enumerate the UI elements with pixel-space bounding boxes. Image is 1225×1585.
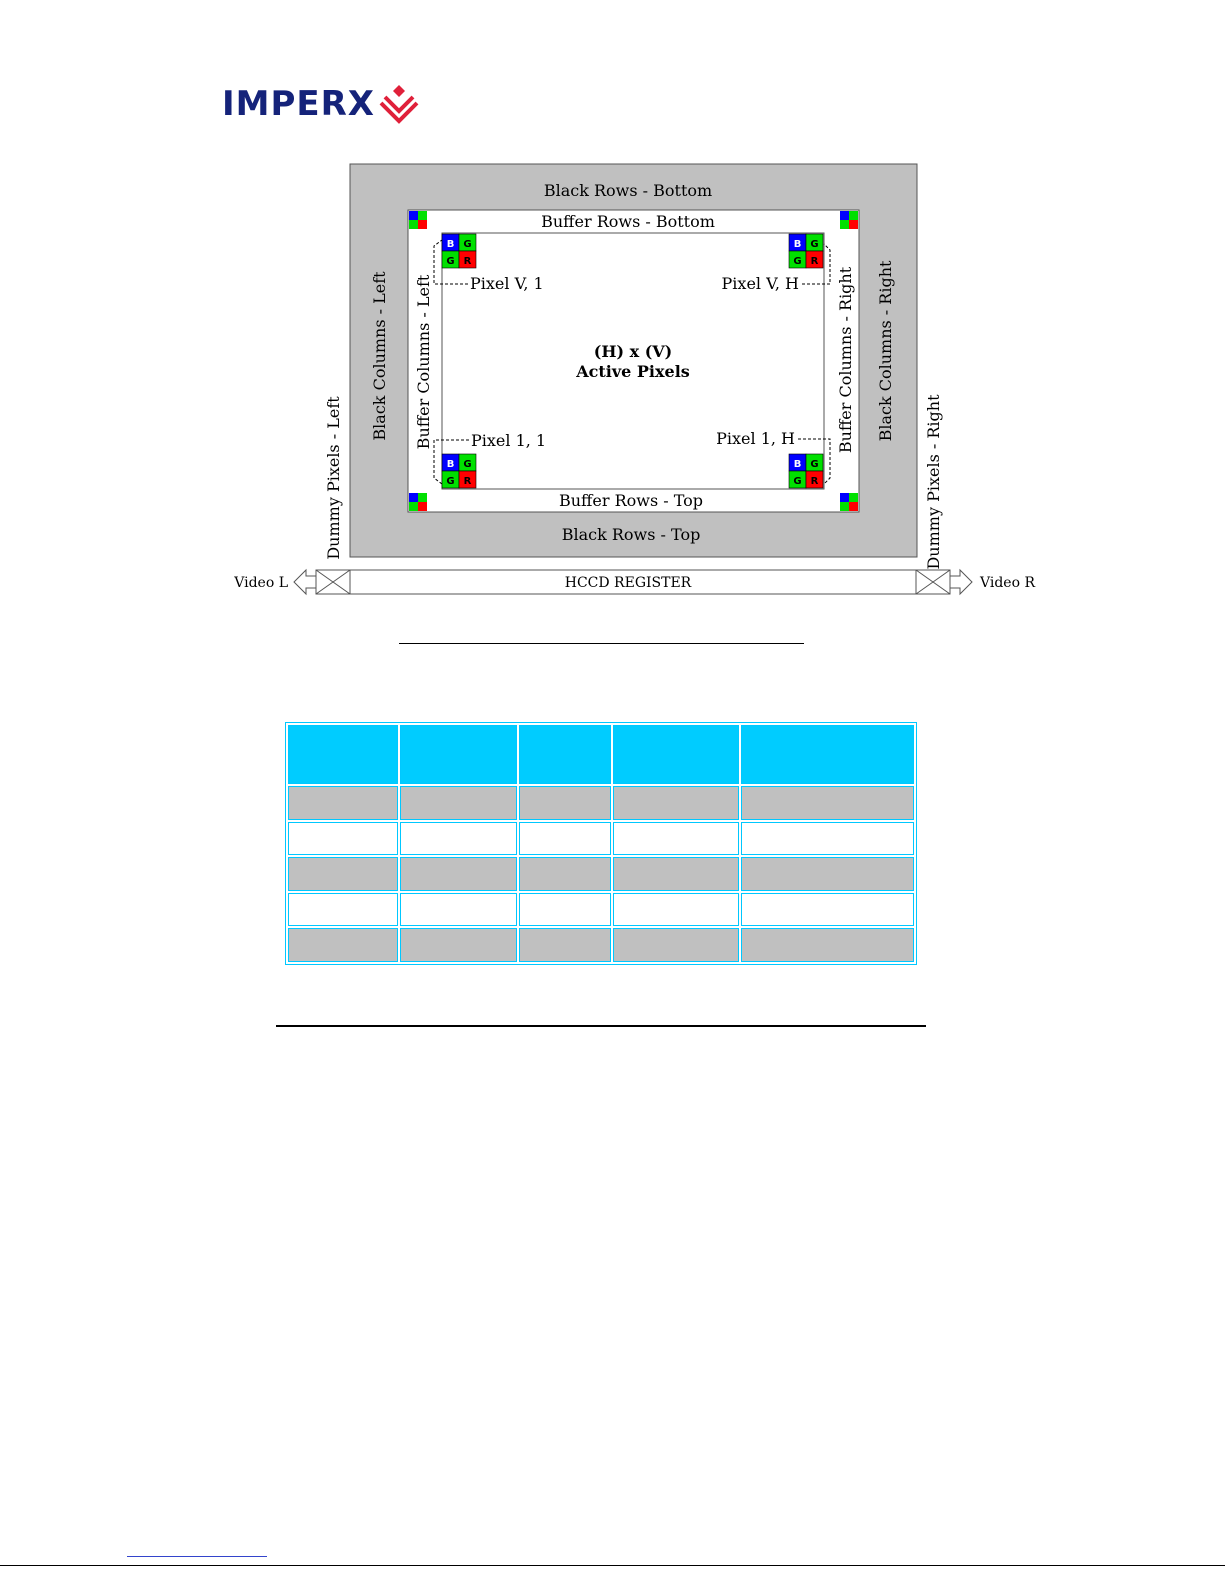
black-rows-top-label: Black Rows - Top — [561, 525, 701, 544]
video-right-label: Video R — [980, 575, 1036, 591]
active-pixels-line1: (H) x (V) — [593, 342, 673, 361]
table-row — [288, 928, 914, 962]
dummy-pixels-left-label: Dummy Pixels - Left — [324, 396, 343, 560]
footer-rule — [0, 1565, 1225, 1566]
svg-text:G: G — [810, 239, 819, 250]
svg-text:G: G — [463, 459, 472, 470]
table-header-cell — [288, 725, 398, 784]
table-row — [288, 893, 914, 927]
svg-text:G: G — [810, 459, 819, 470]
bayer-cell-11 — [442, 454, 476, 488]
sensor-layout-diagram — [228, 160, 1048, 600]
video-left-arrow — [294, 570, 316, 594]
svg-text:B: B — [793, 459, 802, 470]
bayer-cell-v1 — [442, 234, 476, 268]
svg-text:G: G — [793, 256, 802, 267]
footer-link-underline[interactable] — [127, 1556, 267, 1557]
pixel-1h-label: Pixel 1, H — [716, 429, 795, 448]
svg-text:G: G — [446, 476, 455, 487]
table-caption-underline — [276, 1025, 926, 1027]
imperx-logo — [222, 82, 419, 126]
bayer-cell-1h — [789, 454, 823, 488]
svg-text:R: R — [463, 256, 472, 267]
table-row — [288, 822, 914, 856]
svg-text:R: R — [810, 476, 819, 487]
svg-text:B: B — [446, 459, 455, 470]
table-header-cell — [519, 725, 611, 784]
table-header-cell — [613, 725, 739, 784]
black-columns-right-label: Black Columns - Right — [876, 260, 895, 442]
black-columns-left-label: Black Columns - Left — [370, 271, 389, 441]
corner-marker-tl — [409, 211, 427, 229]
active-pixels-line2: Active Pixels — [576, 362, 690, 381]
svg-text:B: B — [793, 239, 802, 250]
table-row — [288, 857, 914, 891]
logo-text: IMPERX — [222, 84, 376, 124]
svg-text:R: R — [810, 256, 819, 267]
buffer-columns-left-label: Buffer Columns - Left — [414, 274, 433, 450]
corner-marker-br — [840, 493, 858, 511]
figure-caption-underline — [399, 643, 804, 644]
pixel-vh-label: Pixel V, H — [721, 274, 799, 293]
svg-text:R: R — [463, 476, 472, 487]
pixel-11-label: Pixel 1, 1 — [471, 431, 547, 450]
table-header-cell — [741, 725, 914, 784]
buffer-rows-bottom-label: Buffer Rows - Bottom — [541, 212, 715, 231]
dummy-pixels-right-label: Dummy Pixels - Right — [924, 394, 943, 570]
corner-marker-tr — [840, 211, 858, 229]
svg-text:G: G — [446, 256, 455, 267]
spec-table — [285, 722, 917, 965]
video-left-label: Video L — [234, 575, 288, 591]
hccd-register-label: HCCD REGISTER — [564, 575, 692, 591]
bayer-cell-vh — [789, 234, 823, 268]
video-right-arrow — [950, 570, 972, 594]
table-row — [288, 786, 914, 820]
hccd-register — [316, 570, 950, 594]
corner-marker-bl — [409, 493, 427, 511]
svg-text:G: G — [463, 239, 472, 250]
buffer-rows-top-label: Buffer Rows - Top — [558, 491, 704, 510]
table-header-row — [288, 725, 914, 784]
svg-text:B: B — [446, 239, 455, 250]
table-header-cell — [400, 725, 517, 784]
imperx-chevron-icon — [379, 83, 419, 125]
pixel-v1-label: Pixel V, 1 — [470, 274, 544, 293]
svg-text:G: G — [793, 476, 802, 487]
black-rows-bottom-label: Black Rows - Bottom — [543, 181, 713, 200]
active-area — [442, 233, 824, 489]
buffer-columns-right-label: Buffer Columns - Right — [836, 266, 855, 454]
